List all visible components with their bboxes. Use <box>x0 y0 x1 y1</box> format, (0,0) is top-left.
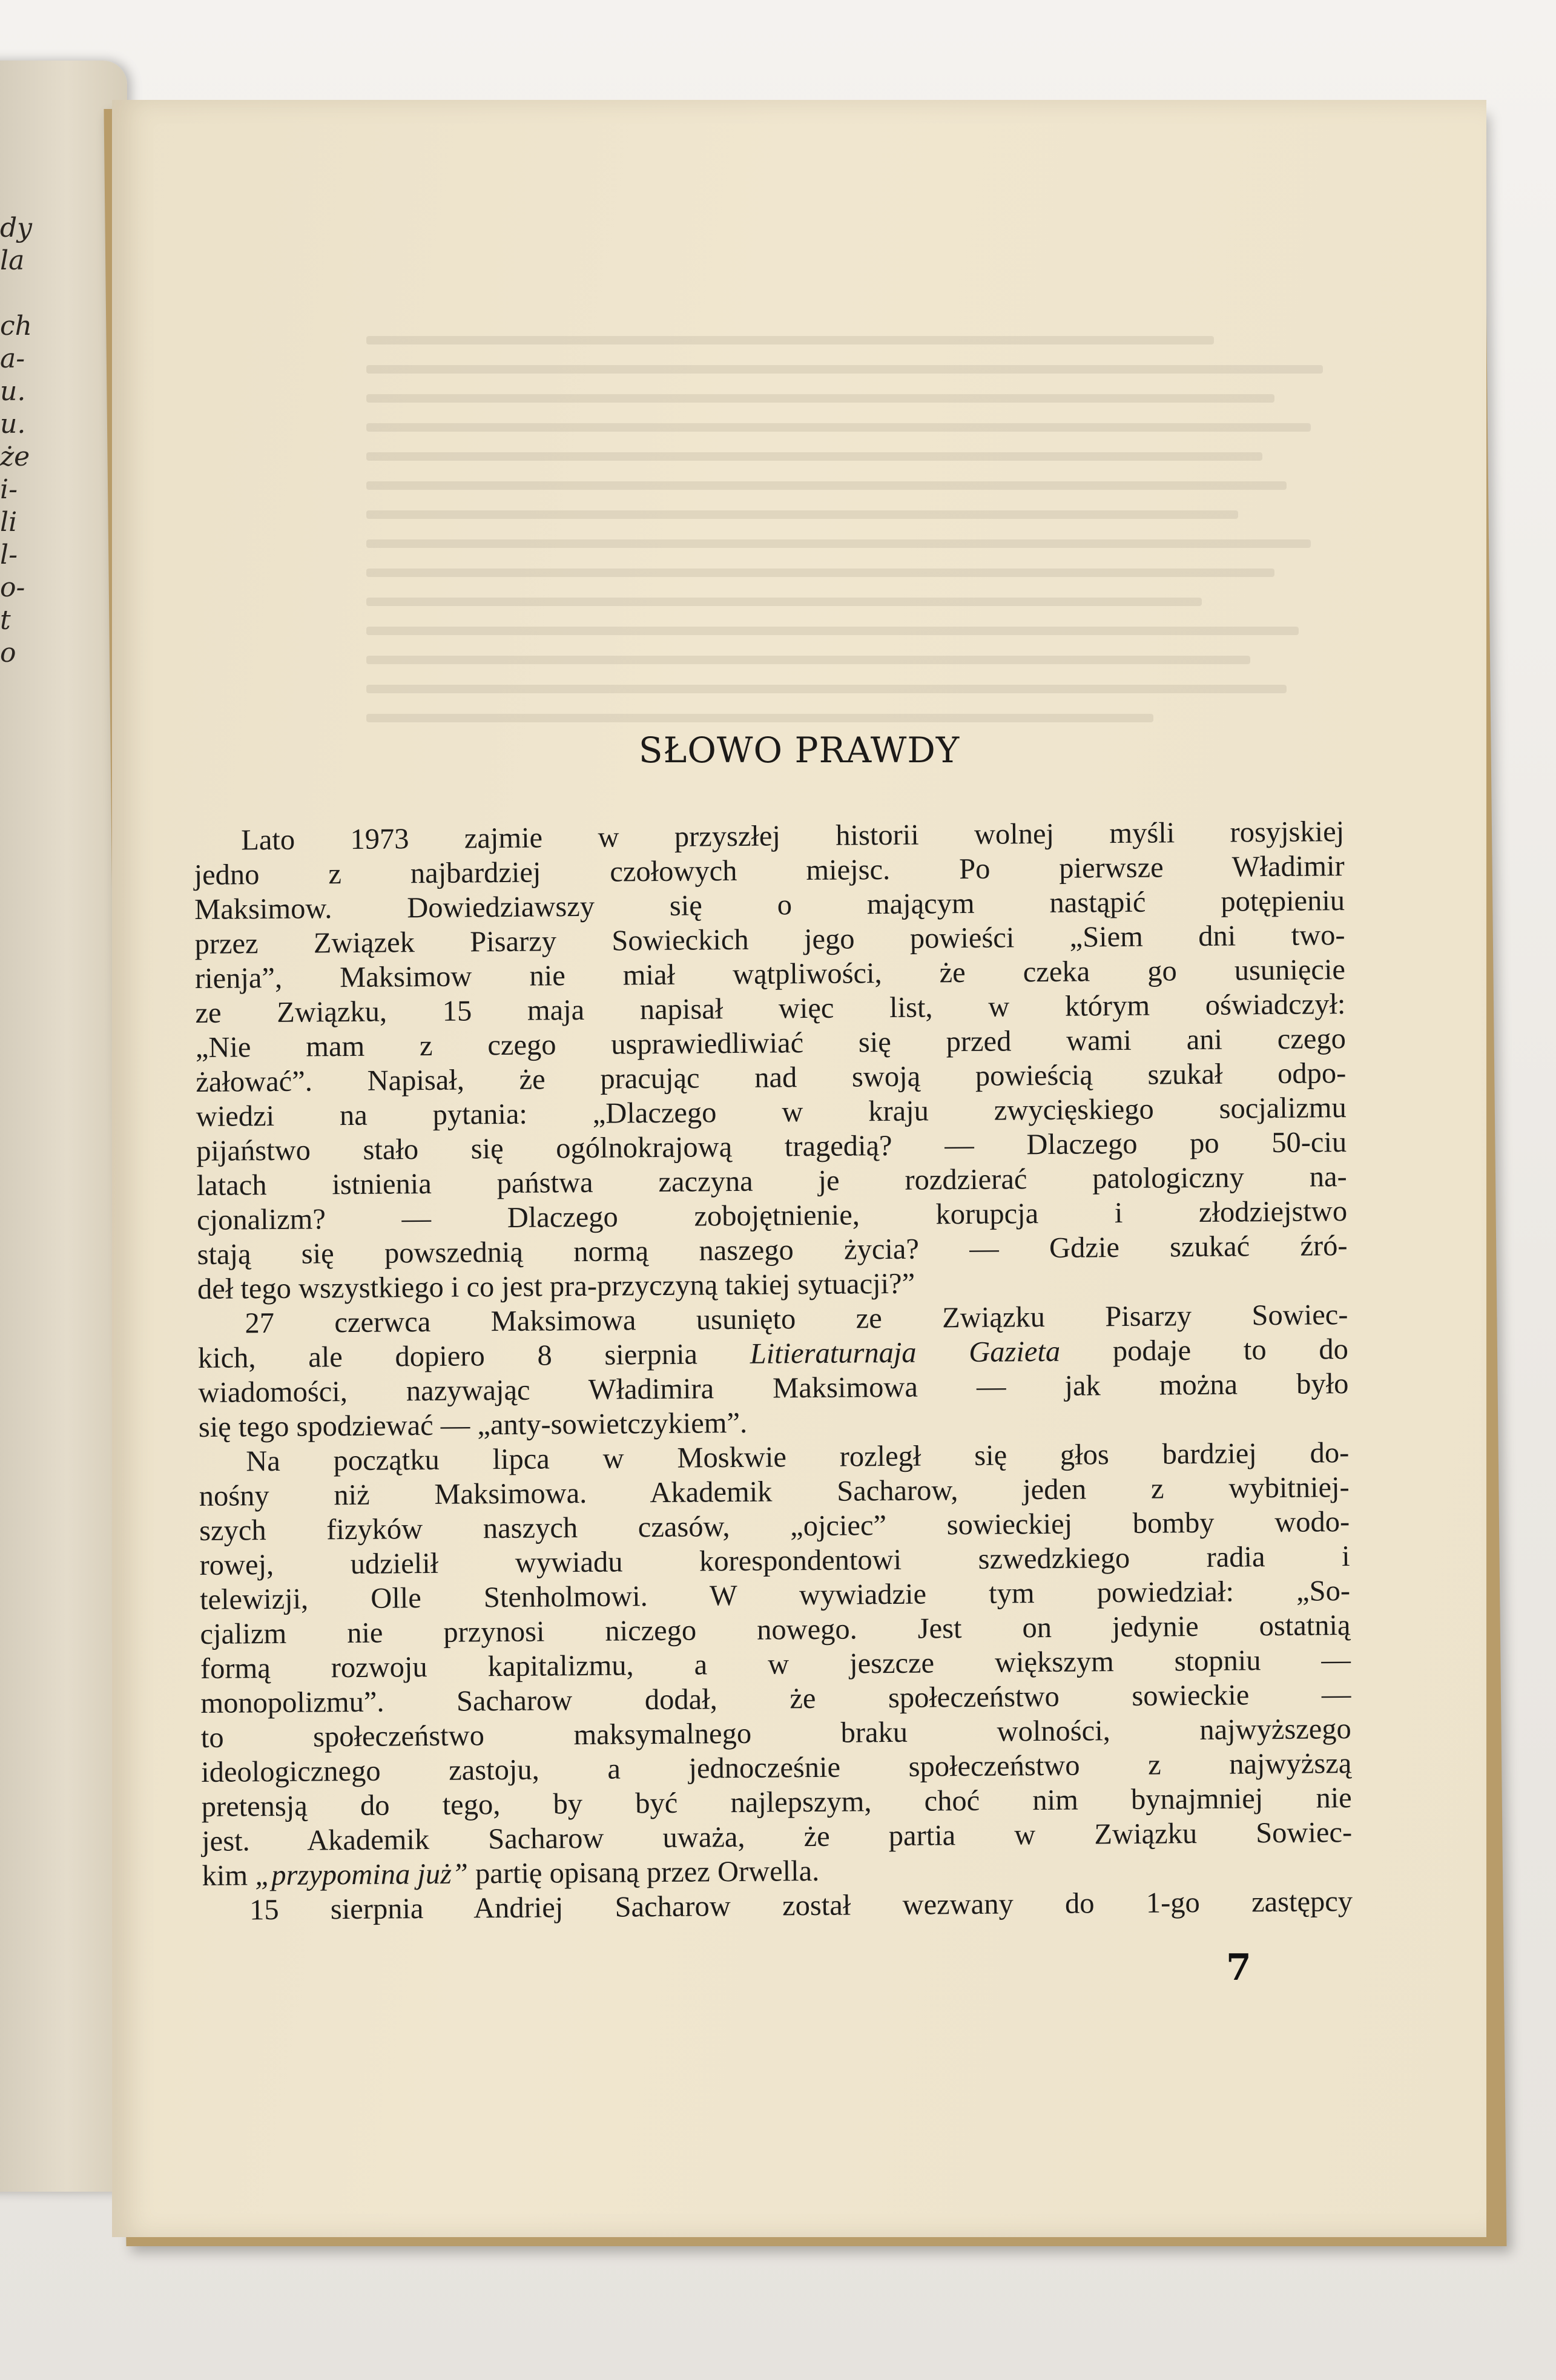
text-line: telewizji, Olle Stenholmowi. W wywiadzie tym powiedział: „So- <box>199 1575 1351 1616</box>
text-line: 15 sierpnia Andriej Sacharow został wezwany do 1-go zastępcy <box>249 1885 1353 1927</box>
quoted-phrase: „przypomina już” <box>255 1858 469 1892</box>
text-line: żałować”. Napisał, że pracując nad swoją powieścią szukał odpo- <box>196 1057 1347 1098</box>
text-line: to społeczeństwo maksymalnego braku wolności, najwyższego <box>200 1713 1352 1754</box>
paragraph-2 <box>197 1297 1349 1445</box>
text-line: ze Związku, 15 maja napisał więc list, w którym oświadczył: <box>195 988 1346 1029</box>
text-line: latach istnienia państwa zaczyna je rozdzierać patologiczny na- <box>196 1161 1347 1202</box>
text-line: nośny niż Maksimowa. Akademik Sacharow, jeden z wybitniej- <box>199 1471 1350 1512</box>
text-line: pretensją do tego, by być najlepszym, choć nim bynajmniej nie <box>201 1782 1352 1823</box>
text-line: wiadomości, nazywając Władimira Maksimowa — jak można było <box>198 1368 1349 1409</box>
text-line: formą rozwoju kapitalizmu, a w jeszcze większym stopniu — <box>200 1644 1351 1685</box>
book-page <box>112 100 1486 2237</box>
text-line: „Nie mam z czego usprawiedliwiać się przed wami ani czego <box>195 1023 1347 1064</box>
page-number: 7 <box>1226 1947 1251 1989</box>
reverse-side-show-through <box>366 336 1335 760</box>
left-page-fragment: a- <box>0 343 25 374</box>
text-line: jest. Akademik Sacharow uważa, że partia w Związku Sowiec- <box>201 1816 1353 1858</box>
body-text <box>194 814 1353 1928</box>
left-page-fragment: ch <box>0 311 32 341</box>
left-page-fragment: la <box>0 245 25 276</box>
text-run: podaje to do <box>1060 1333 1349 1368</box>
text-line: się tego spodziewać — „anty-sowietczykiem”. <box>198 1406 748 1443</box>
text-line: 27 czerwca Maksimowa usunięto ze Związku Pisarzy Sowiec- <box>245 1299 1348 1340</box>
left-page-fragment: i- <box>0 474 18 505</box>
left-page-fragment: u. <box>0 409 26 440</box>
text-line: deł tego wszystkiego i co jest pra-przyczyną takiej sytuacji?” <box>197 1267 915 1305</box>
left-page-fragment: t <box>0 605 11 636</box>
text-line: ideologicznego zastoju, a jednocześnie społeczeństwo z najwyższą <box>201 1747 1352 1788</box>
text-line: rowej, udzielił wywiadu korespondentowi szwedzkiego radia i <box>199 1540 1350 1581</box>
left-page-fragment: że <box>0 441 30 472</box>
text-line: Lato 1973 zajmie w przyszłej historii wolnej myśli rosyjskiej <box>241 816 1345 857</box>
left-page-fragment: li <box>0 507 18 538</box>
left-page-fragment: u. <box>0 376 26 407</box>
text-run: kim <box>202 1859 255 1892</box>
text-run: partię opisaną przez Orwella. <box>467 1854 820 1890</box>
text-line: rienja”, Maksimow nie miał wątpliwości, że czeka go usunięcie <box>194 954 1346 995</box>
text-run: kich, ale dopiero 8 sierpnia <box>197 1337 750 1374</box>
left-page-fragment <box>0 277 32 310</box>
left-page-text-fragments <box>0 212 32 670</box>
text-line: szych fizyków naszych czasów, „ojciec” sowieckiej bomby wodo- <box>199 1506 1350 1547</box>
left-page-fragment: l- <box>0 539 18 570</box>
text-line: przez Związek Pisarzy Sowieckich jego powieści „Siem dni two- <box>194 919 1345 960</box>
text-line: cjonalizm? — Dlaczego zobojętnienie, korupcja i złodziejstwo <box>196 1195 1348 1236</box>
text-line: stają się powszednią normą naszego życia? — Gdzie szukać źró- <box>197 1230 1348 1271</box>
newspaper-title: Litieraturnaja Gazieta <box>750 1335 1061 1370</box>
text-line: wiedzi na pytania: „Dlaczego w kraju zwycięskiego socjalizmu <box>196 1092 1347 1133</box>
text-line: Maksimow. Dowiedziawszy się o mającym nastąpić potępieniu <box>194 885 1345 926</box>
text-line: monopolizmu”. Sacharow dodał, że społeczeństwo sowieckie — <box>200 1678 1351 1719</box>
left-page-fragment: dy <box>0 213 33 243</box>
text-line: cjalizm nie przynosi niczego nowego. Jest on jedynie ostatnią <box>200 1609 1351 1650</box>
paragraph-1 <box>194 814 1348 1307</box>
text-line: Na początku lipca w Moskwie rozległ się głos bardziej do- <box>246 1437 1350 1478</box>
paragraph-3 <box>199 1436 1353 1893</box>
text-line: pijaństwo stało się ogólnokrajową tragedią? — Dlaczego po 50-ciu <box>196 1126 1347 1167</box>
left-page-fragment: o <box>0 638 16 668</box>
chapter-title: SŁOWO PRAWDY <box>638 730 960 771</box>
left-page-fragment: o- <box>0 572 25 603</box>
text-line: jedno z najbardziej czołowych miejsc. Po pierwsze Władimir <box>194 850 1345 891</box>
